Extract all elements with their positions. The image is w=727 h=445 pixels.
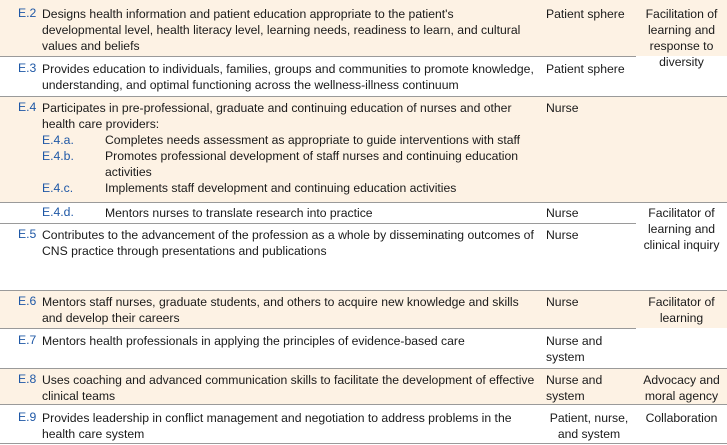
row-divider <box>0 368 727 369</box>
row-divider <box>0 328 636 329</box>
sphere-of-influence: Patient, nurse, and system <box>549 411 629 441</box>
sphere-of-influence: Nurse <box>546 295 579 309</box>
sphere-of-influence: Nurse <box>546 206 579 220</box>
competency-description: Contributes to the advancement of the profession as a whole by disseminating outcomes of CNS practice through presentations and publications <box>42 228 534 258</box>
sub-item-code: E.4.c. <box>42 181 74 195</box>
competency-code: E.7 <box>18 333 37 347</box>
sub-item <box>42 148 536 180</box>
sub-item-text: Promotes professional development of staff nurses and continuing education activities <box>105 149 519 179</box>
competency-code: E.6 <box>18 294 37 308</box>
sub-item <box>42 180 536 196</box>
sphere-of-influence: Nurse <box>546 228 579 242</box>
cns-role: Facilitator of learning <box>648 295 715 325</box>
sphere-of-influence: Patient sphere <box>546 7 625 21</box>
competency-code: E.9 <box>18 410 37 424</box>
competency-description: Mentors health professionals in applying the principles of evidence-based care <box>42 334 465 348</box>
competency-code: E.3 <box>18 61 37 75</box>
row-divider <box>0 404 727 405</box>
competency-description: Designs health information and patient education appropriate to the patient's developmental level, health literacy level, learning needs, readiness to learn, and cultural values and beliefs <box>42 7 521 53</box>
cns-role: Collaboration <box>645 411 718 425</box>
row-divider <box>0 223 636 224</box>
sphere-of-influence: Nurse <box>546 101 579 115</box>
sub-item <box>42 132 536 148</box>
row-divider <box>0 290 727 291</box>
competency-text: Participates in pre-professional, graduate and continuing education of nurses and other health care providers: <box>42 101 512 131</box>
sub-item-text: Implements staff development and continuing education activities <box>105 181 457 195</box>
sub-item-code: E.4.b. <box>42 149 74 163</box>
competency-description <box>42 100 536 196</box>
sub-item-code: E.4.a. <box>42 133 74 147</box>
competency-code: E.2 <box>18 6 37 20</box>
competency-description: Provides education to individuals, families, groups and communities to promote knowledge, understanding, and optimal functioning across the wellness-illness continuum <box>42 62 534 92</box>
cns-role: Facilitation of learning and response to diversity <box>645 7 718 69</box>
competency-code: E.4 <box>18 100 37 114</box>
competency-code: E.5 <box>18 227 37 241</box>
cns-role: Facilitator of learning and clinical inquiry <box>643 206 720 252</box>
cns-role: Advocacy and moral agency <box>643 373 720 403</box>
sub-item-text: Completes needs assessment as appropriate to guide interventions with staff <box>105 133 521 147</box>
row-divider <box>0 443 727 444</box>
competency-description: Provides leadership in conflict management and negotiation to address problems in the health care system <box>42 411 512 441</box>
competency-code: E.8 <box>18 372 37 386</box>
sub-item-text: Mentors nurses to translate research into practice <box>105 206 373 220</box>
competency-description: Mentors staff nurses, graduate students, and others to acquire new knowledge and skills and develop their careers <box>42 295 519 325</box>
sub-item-code: E.4.d. <box>42 205 74 219</box>
row-divider <box>0 202 727 203</box>
sphere-of-influence: Patient sphere <box>546 62 625 76</box>
competency-description: Uses coaching and advanced communication skills to facilitate the development of effective clinical teams <box>42 373 535 403</box>
sphere-of-influence: Nurse and system <box>546 373 603 403</box>
row-divider <box>0 96 727 97</box>
sphere-of-influence: Nurse and system <box>546 334 603 364</box>
row-divider <box>0 56 636 57</box>
